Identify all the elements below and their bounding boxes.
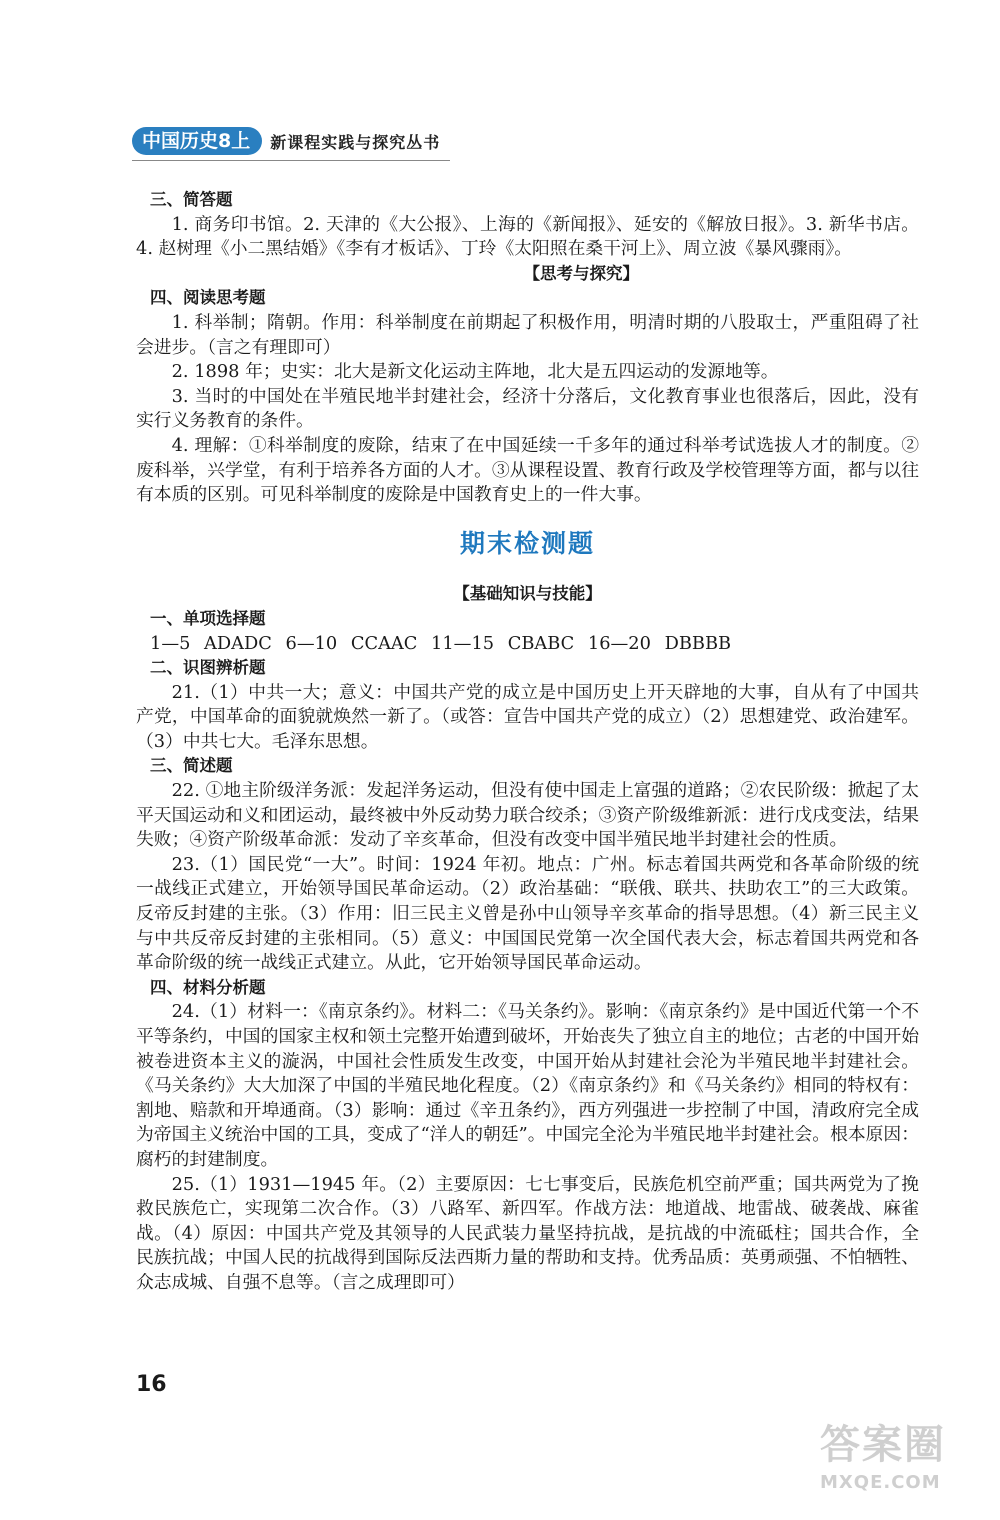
section-heading: 三、简答题	[150, 190, 233, 209]
answer-paragraph: 3. 当时的中国处在半殖民地半封建社会，经济十分落后，文化教育事业也很落后，因此，没有实行义务教育的条件。	[136, 385, 919, 432]
choice-answers: 1—5 ADADC 6—10 CCAAC 11—15 CBABC 16—20 DBBBB	[150, 632, 732, 654]
answer-paragraph: 21.（1）中共一大；意义：中国共产党的成立是中国历史上开天辟地的大事，自从有了中国共产党，中国革命的面貌就焕然一新了。（或答：宣告中国共产党的成立）（2）思想建党、政治建军。（3）中共七大。毛泽东思想。	[136, 681, 919, 752]
section-heading: 一、单项选择题	[150, 608, 266, 628]
section-heading: 三、简述题	[150, 756, 233, 776]
section-heading: 四、阅读思考题	[150, 288, 266, 308]
page-number: 16	[136, 1372, 167, 1397]
section-heading: 二、识图辨析题	[150, 658, 266, 678]
page-content	[136, 188, 919, 1296]
watermark-text: 答案圈	[820, 1422, 946, 1468]
section-heading: 四、材料分析题	[150, 977, 266, 997]
answer-paragraph: 4. 理解：①科举制度的废除，结束了在中国延续一千多年的通过科举考试选拔人才的制度。②废科举，兴学堂，有利于培养各方面的人才。③从课程设置、教育行政及学校管理等方面，都与以往有本质的区别。可见科举制度的废除是中国教育史上的一件大事。	[136, 434, 919, 506]
subsection-heading: 【基础知识与技能】	[453, 584, 602, 604]
page-header	[132, 126, 440, 156]
answer-paragraph: 23.（1）国民党“一大”。时间：1924 年初。地点：广州。标志着国共两党和各革命阶级的统一战线正式建立，开始领导国民革命运动。（2）政治基础：“联俄、联共、扶助农工”的三大政策。反帝反封建的主张。（3）作用：旧三民主义曾是孙中山领导辛亥革命的指导思想。（4）新三民主义与中共反帝反封建的主张相同。（5）意义：中国国民党第一次全国代表大会，标志着国共两党和各革命阶级的统一战线正式建立。从此，它开始领导国民革命运动。	[136, 853, 919, 974]
subsection-heading: 【思考与探究】	[523, 263, 639, 283]
answer-paragraph: 1. 商务印书馆。2. 天津的《大公报》、上海的《新闻报》、延安的《解放日报》。3. 新华书店。4. 赵树理《小二黑结婚》《李有才板话》、丁玲《太阳照在桑干河上》、周立波《暴风骤雨》。	[136, 213, 919, 260]
answer-paragraph: 25.（1）1931—1945 年。（2）主要原因：七七事变后，民族危机空前严重；国共两党为了挽救民族危亡，实现第二次合作。（3）八路军、新四军。作战方法：地道战、地雷战、破袭战、麻雀战。（4）原因：中国共产党及其领导的人民武装力量坚持抗战，是抗战的中流砥柱；国共合作，全民族抗战；中国人民的抗战得到国际反法西斯力量的帮助和支持。优秀品质：英勇顽强、不怕牺牲、众志成城、自强不息等。（言之成理即可）	[136, 1173, 919, 1293]
book-badge: 中国历史8上	[132, 127, 262, 155]
answer-paragraph: 22. ①地主阶级洋务派：发起洋务运动，但没有使中国走上富强的道路；②农民阶级：掀起了太平天国运动和义和团运动，最终被中外反动势力联合绞杀；③资产阶级维新派：进行戊戌变法，结果失败；④资产阶级革命派：发动了辛亥革命，但没有改变中国半殖民地半封建社会的性质。	[136, 780, 919, 851]
watermark-url: MXQE.COM	[820, 1472, 941, 1493]
chapter-title: 期末检测题	[459, 528, 595, 558]
answer-paragraph: 1. 科举制；隋朝。作用：科举制度在前期起了积极作用，明清时期的八股取士，严重阻碍了社会进步。（言之有理即可）	[136, 311, 919, 358]
header-divider	[132, 160, 450, 161]
answer-paragraph: 2. 1898 年；史实：北大是新文化运动主阵地，北大是五四运动的发源地等。	[171, 361, 779, 383]
watermark-logo	[820, 1420, 990, 1510]
series-title: 新课程实践与探究丛书	[270, 132, 441, 152]
answer-paragraph: 24.（1）材料一：《南京条约》。材料二：《马关条约》。影响：《南京条约》是中国近代第一个不平等条约，中国的国家主权和领土完整开始遭到破坏，开始丧失了独立自主的地位；古老的中国开始被卷进资本主义的漩涡，中国社会性质发生改变，中国开始从封建社会沦为半殖民地半封建社会。《马关条约》大大加深了中国的半殖民地化程度。（2）《南京条约》和《马关条约》相同的特权有：割地、赔款和开埠通商。（3）影响：通过《辛丑条约》，西方列强进一步控制了中国，清政府完全成为帝国主义统治中国的工具，变成了“洋人的朝廷”。中国完全沦为半殖民地半封建社会。根本原因：腐朽的封建制度。	[136, 1001, 919, 1170]
